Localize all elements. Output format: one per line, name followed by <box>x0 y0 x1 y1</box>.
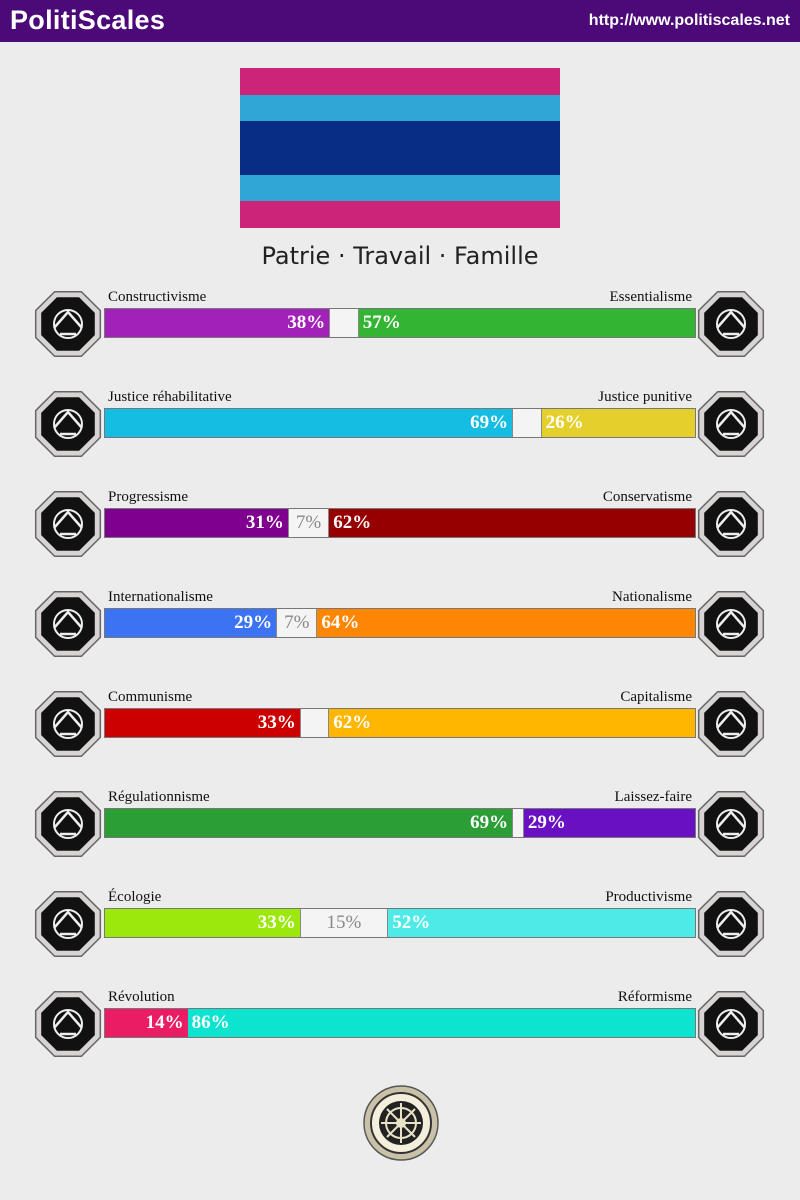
right-segment <box>329 509 695 537</box>
left-segment-value: 14% <box>145 1012 184 1033</box>
handshake-icon <box>32 388 104 460</box>
axis-right-label: Justice punitive <box>598 389 692 405</box>
axis-row <box>0 788 800 868</box>
axis-bar <box>104 608 696 638</box>
money-bag-icon <box>695 688 767 760</box>
axis-row <box>0 388 800 468</box>
axis-bar <box>104 408 696 438</box>
left-segment-value: 69% <box>470 812 509 833</box>
left-segment <box>105 709 300 737</box>
right-segment-value: 62% <box>333 712 372 733</box>
flag-stripe <box>240 175 560 201</box>
axis-bar <box>104 708 696 738</box>
right-segment <box>359 309 695 337</box>
right-segment-value: 29% <box>527 812 566 833</box>
hammer-sickle-icon <box>32 688 104 760</box>
axis-left-label: Progressisme <box>108 489 188 505</box>
axis-row <box>0 688 800 768</box>
left-segment <box>105 409 512 437</box>
axis-left-label: Communisme <box>108 689 193 705</box>
flag-icon <box>695 588 767 660</box>
neutral-segment-value: 15% <box>326 912 362 933</box>
axis-bar <box>104 808 696 838</box>
gear-icon <box>695 888 767 960</box>
axis-left-label: Écologie <box>108 889 162 905</box>
slogan: Patrie · Travail · Famille <box>261 242 539 270</box>
politiscales-seal-icon <box>363 1085 439 1161</box>
right-segment <box>388 909 695 937</box>
rocket-icon <box>32 488 104 560</box>
neutral-segment-value: 7% <box>284 612 310 633</box>
eye-icon <box>32 288 104 360</box>
axis-row <box>0 988 800 1068</box>
globe-icon <box>32 588 104 660</box>
flower-icon <box>695 288 767 360</box>
axis-row <box>0 488 800 568</box>
top-bar <box>0 0 800 42</box>
ruler-icon <box>32 788 104 860</box>
axis-right-label: Essentialisme <box>609 289 692 305</box>
axis-bar <box>104 508 696 538</box>
left-segment-value: 33% <box>257 712 296 733</box>
butterfly-icon <box>695 788 767 860</box>
right-segment <box>524 809 695 837</box>
axis-row <box>0 288 800 368</box>
left-segment <box>105 1009 188 1037</box>
flag-stripe <box>240 68 560 95</box>
right-segment-value: 64% <box>321 612 360 633</box>
axis-left-label: Justice réhabilitative <box>108 389 232 405</box>
axis-bar <box>104 908 696 938</box>
neutral-segment <box>300 709 330 737</box>
left-segment <box>105 509 288 537</box>
left-segment-value: 31% <box>245 512 284 533</box>
right-segment <box>329 709 695 737</box>
right-segment-value: 57% <box>362 312 401 333</box>
right-segment-value: 26% <box>545 412 584 433</box>
right-segment-value: 86% <box>191 1012 230 1033</box>
axis-row <box>0 888 800 968</box>
flag-stripe <box>240 121 560 175</box>
leaf-icon <box>32 888 104 960</box>
left-segment-value: 69% <box>470 412 509 433</box>
axis-right-label: Conservatisme <box>602 489 692 505</box>
axis-right-label: Capitalisme <box>620 689 692 705</box>
left-segment-value: 29% <box>234 612 273 633</box>
left-segment <box>105 909 300 937</box>
brand-title[interactable]: PolitiScales <box>10 5 166 35</box>
quill-icon <box>695 488 767 560</box>
axis-right-label: Laissez-faire <box>614 789 692 805</box>
right-segment-value: 62% <box>333 512 372 533</box>
city-icon <box>695 988 767 1060</box>
flag-stripe <box>240 95 560 121</box>
neutral-segment <box>276 609 317 637</box>
axis-left-label: Internationalisme <box>108 589 213 605</box>
left-segment <box>105 309 329 337</box>
right-segment-value: 52% <box>392 912 431 933</box>
neutral-segment <box>329 309 359 337</box>
right-segment <box>188 1009 695 1037</box>
neutral-segment <box>300 909 389 937</box>
right-segment <box>542 409 695 437</box>
axis-row <box>0 588 800 668</box>
neutral-segment-value: 7% <box>295 512 322 533</box>
axis-right-label: Réformisme <box>617 989 692 1005</box>
right-segment <box>317 609 695 637</box>
left-segment <box>105 809 512 837</box>
axis-right-label: Nationalisme <box>612 589 692 605</box>
neutral-segment <box>512 409 542 437</box>
prison-bars-icon <box>695 388 767 460</box>
axis-left-label: Régulationnisme <box>108 789 210 805</box>
flag-stripe <box>240 201 560 228</box>
left-segment <box>105 609 276 637</box>
axis-left-label: Constructivisme <box>108 289 207 305</box>
axis-left-label: Révolution <box>108 989 175 1005</box>
axis-bar <box>104 308 696 338</box>
ideology-flag <box>240 68 560 228</box>
axis-right-label: Productivisme <box>605 889 692 905</box>
left-segment-value: 33% <box>257 912 296 933</box>
fist-icon <box>32 988 104 1060</box>
site-url-link[interactable]: http://www.politiscales.net <box>588 12 790 29</box>
axis-bar <box>104 1008 696 1038</box>
neutral-segment <box>512 809 524 837</box>
neutral-segment <box>288 509 329 537</box>
left-segment-value: 38% <box>287 312 326 333</box>
